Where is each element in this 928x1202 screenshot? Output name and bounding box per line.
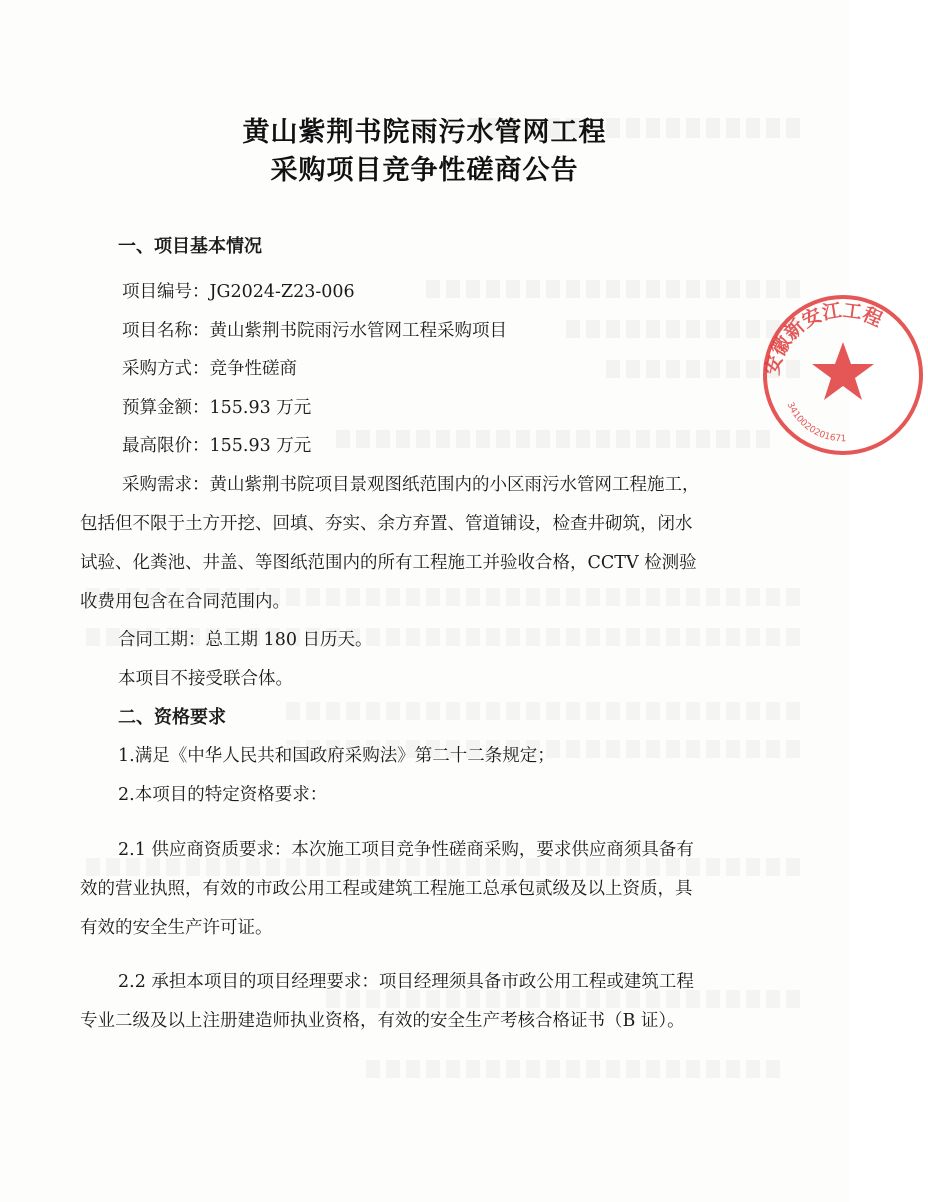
demand-line-2: 包括但不限于土方开挖、回填、夯实、余方弃置、管道铺设，检查井砌筑，闭水 [80,514,693,534]
requirement-2-1-line-3: 有效的安全生产许可证。 [80,918,273,938]
demand-line-3: 试验、化粪池、井盖、等图纸范围内的所有工程施工并验收合格，CCTV 检测验 [80,553,697,573]
company-seal-stamp [758,290,928,460]
requirement-2-2-line-2: 专业二级及以上注册建造师执业资格，有效的安全生产考核合格证书（B 证）。 [80,1011,685,1031]
maximum-price: 最高限价：155.93 万元 [122,436,312,456]
requirement-2: 2.本项目的特定资格要求： [118,785,328,805]
section1-heading: 一、项目基本情况 [118,236,262,257]
doc-title-line2: 采购项目竞争性磋商公告 [270,155,579,186]
project-number: 项目编号：JG2024-Z23-006 [122,282,355,302]
requirement-2-1-line-2: 效的营业执照，有效的市政公用工程或建筑工程施工总承包贰级及以上资质，具 [80,879,693,899]
doc-title-line1: 黄山紫荆书院雨污水管网工程 [242,117,607,148]
section2-heading: 二、资格要求 [118,707,226,728]
demand-line-4: 收费用包含在合同范围内。 [80,592,290,612]
procurement-method: 采购方式：竞争性磋商 [122,359,297,379]
requirement-2-1-line-1: 2.1 供应商资质要求：本次施工项目竞争性磋商采购，要求供应商须具备有 [118,840,694,860]
requirement-2-2-line-1: 2.2 承担本项目的项目经理要求：项目经理须具备市政公用工程或建筑工程 [118,972,694,992]
project-name: 项目名称：黄山紫荆书院雨污水管网工程采购项目 [122,321,507,341]
no-consortium-note: 本项目不接受联合体。 [118,669,293,689]
demand-line-1: 采购需求：黄山紫荆书院项目景观图纸范围内的小区雨污水管网工程施工， [122,475,700,495]
budget-amount: 预算金额：155.93 万元 [122,398,312,418]
svg-text:3410020201671: 3410020201671 [784,400,847,445]
svg-text:安徽新安江工程: 安徽新安江工程 [761,299,886,378]
contract-period: 合同工期：总工期 180 日历天。 [118,630,373,650]
requirement-1: 1.满足《中华人民共和国政府采购法》第二十二条规定； [118,746,555,766]
